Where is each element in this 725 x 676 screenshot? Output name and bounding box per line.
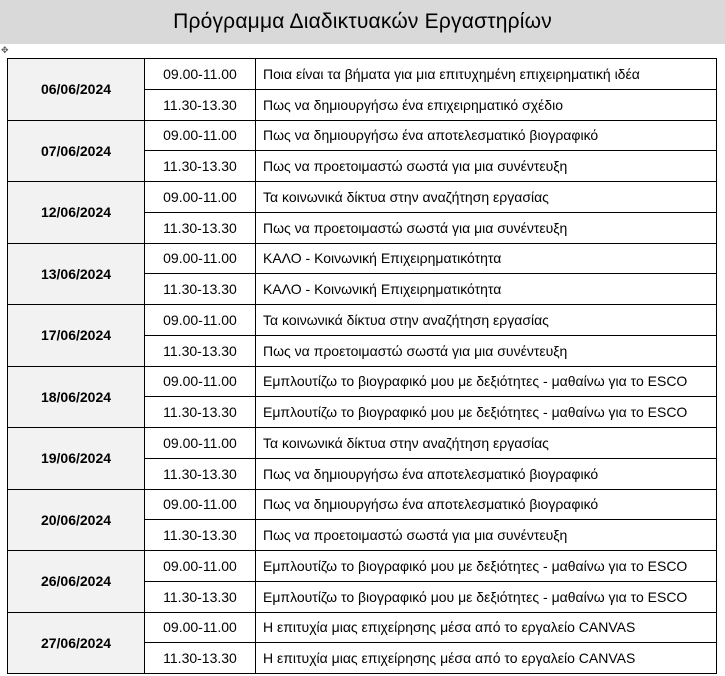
table-row: [8, 243, 717, 274]
date-cell: 20/06/2024: [8, 489, 145, 551]
time-cell: 09.00-11.00: [145, 182, 256, 213]
date-cell: 26/06/2024: [8, 551, 145, 613]
date-cell: 27/06/2024: [8, 612, 145, 674]
title-bar: [0, 0, 725, 44]
table-row: [8, 120, 717, 151]
topic-cell: Πως να προετοιμαστώ σωστά για μια συνέντευξη: [256, 520, 717, 551]
time-cell: 11.30-13.30: [145, 89, 256, 120]
topic-cell: Τα κοινωνικά δίκτυα στην αναζήτηση εργασίας: [256, 305, 717, 336]
time-cell: 09.00-11.00: [145, 243, 256, 274]
topic-cell: Ποια είναι τα βήματα για μια επιτυχημένη επιχειρηματική ιδέα: [256, 59, 717, 90]
table-row: [8, 489, 717, 520]
schedule-table: [7, 58, 717, 674]
topic-cell: Εμπλουτίζω το βιογραφικό μου με δεξιότητες - μαθαίνω για το ESCO: [256, 397, 717, 428]
date-cell: 17/06/2024: [8, 305, 145, 367]
table-row: [8, 551, 717, 582]
table-row: [8, 428, 717, 459]
topic-cell: ΚΑΛΟ - Κοινωνική Επιχειρηματικότητα: [256, 243, 717, 274]
topic-cell: Τα κοινωνικά δίκτυα στην αναζήτηση εργασίας: [256, 182, 717, 213]
topic-cell: Πως να προετοιμαστώ σωστά για μια συνέντευξη: [256, 335, 717, 366]
time-cell: 11.30-13.30: [145, 520, 256, 551]
page-title: Πρόγραμμα Διαδικτυακών Εργαστηρίων: [173, 10, 552, 33]
topic-cell: Πως να δημιουργήσω ένα αποτελεσματικό βιογραφικό: [256, 489, 717, 520]
time-cell: 09.00-11.00: [145, 489, 256, 520]
time-cell: 09.00-11.00: [145, 612, 256, 643]
time-cell: 11.30-13.30: [145, 274, 256, 305]
time-cell: 11.30-13.30: [145, 397, 256, 428]
date-cell: 06/06/2024: [8, 59, 145, 121]
topic-cell: Εμπλουτίζω το βιογραφικό μου με δεξιότητες - μαθαίνω για το ESCO: [256, 366, 717, 397]
date-cell: 18/06/2024: [8, 366, 145, 428]
topic-cell: Πως να προετοιμαστώ σωστά για μια συνέντευξη: [256, 212, 717, 243]
time-cell: 11.30-13.30: [145, 458, 256, 489]
date-cell: 19/06/2024: [8, 428, 145, 490]
time-cell: 09.00-11.00: [145, 59, 256, 90]
table-row: [8, 59, 717, 90]
time-cell: 09.00-11.00: [145, 120, 256, 151]
table-row: [8, 305, 717, 336]
time-cell: 09.00-11.00: [145, 551, 256, 582]
topic-cell: Πως να δημιουργήσω ένα αποτελεσματικό βιογραφικό: [256, 458, 717, 489]
table-row: [8, 612, 717, 643]
time-cell: 09.00-11.00: [145, 305, 256, 336]
topic-cell: Εμπλουτίζω το βιογραφικό μου με δεξιότητες - μαθαίνω για το ESCO: [256, 581, 717, 612]
time-cell: 11.30-13.30: [145, 335, 256, 366]
table-row: [8, 182, 717, 213]
date-cell: 13/06/2024: [8, 243, 145, 305]
topic-cell: Πως να δημιουργήσω ένα επιχειρηματικό σχέδιο: [256, 89, 717, 120]
topic-cell: Τα κοινωνικά δίκτυα στην αναζήτηση εργασίας: [256, 428, 717, 459]
topic-cell: Πως να δημιουργήσω ένα αποτελεσματικό βιογραφικό: [256, 120, 717, 151]
time-cell: 11.30-13.30: [145, 151, 256, 182]
time-cell: 11.30-13.30: [145, 581, 256, 612]
topic-cell: Η επιτυχία μιας επιχείρησης μέσα από το εργαλείο CANVAS: [256, 612, 717, 643]
table-move-handle-icon[interactable]: ✥: [1, 46, 9, 56]
time-cell: 09.00-11.00: [145, 366, 256, 397]
topic-cell: Η επιτυχία μιας επιχείρησης μέσα από το εργαλείο CANVAS: [256, 643, 717, 674]
table-row: [8, 366, 717, 397]
time-cell: 09.00-11.00: [145, 428, 256, 459]
topic-cell: Πως να προετοιμαστώ σωστά για μια συνέντευξη: [256, 151, 717, 182]
schedule-table-body: [8, 59, 717, 674]
time-cell: 11.30-13.30: [145, 643, 256, 674]
date-cell: 07/06/2024: [8, 120, 145, 182]
topic-cell: ΚΑΛΟ - Κοινωνική Επιχειρηματικότητα: [256, 274, 717, 305]
topic-cell: Εμπλουτίζω το βιογραφικό μου με δεξιότητες - μαθαίνω για το ESCO: [256, 551, 717, 582]
date-cell: 12/06/2024: [8, 182, 145, 244]
time-cell: 11.30-13.30: [145, 212, 256, 243]
